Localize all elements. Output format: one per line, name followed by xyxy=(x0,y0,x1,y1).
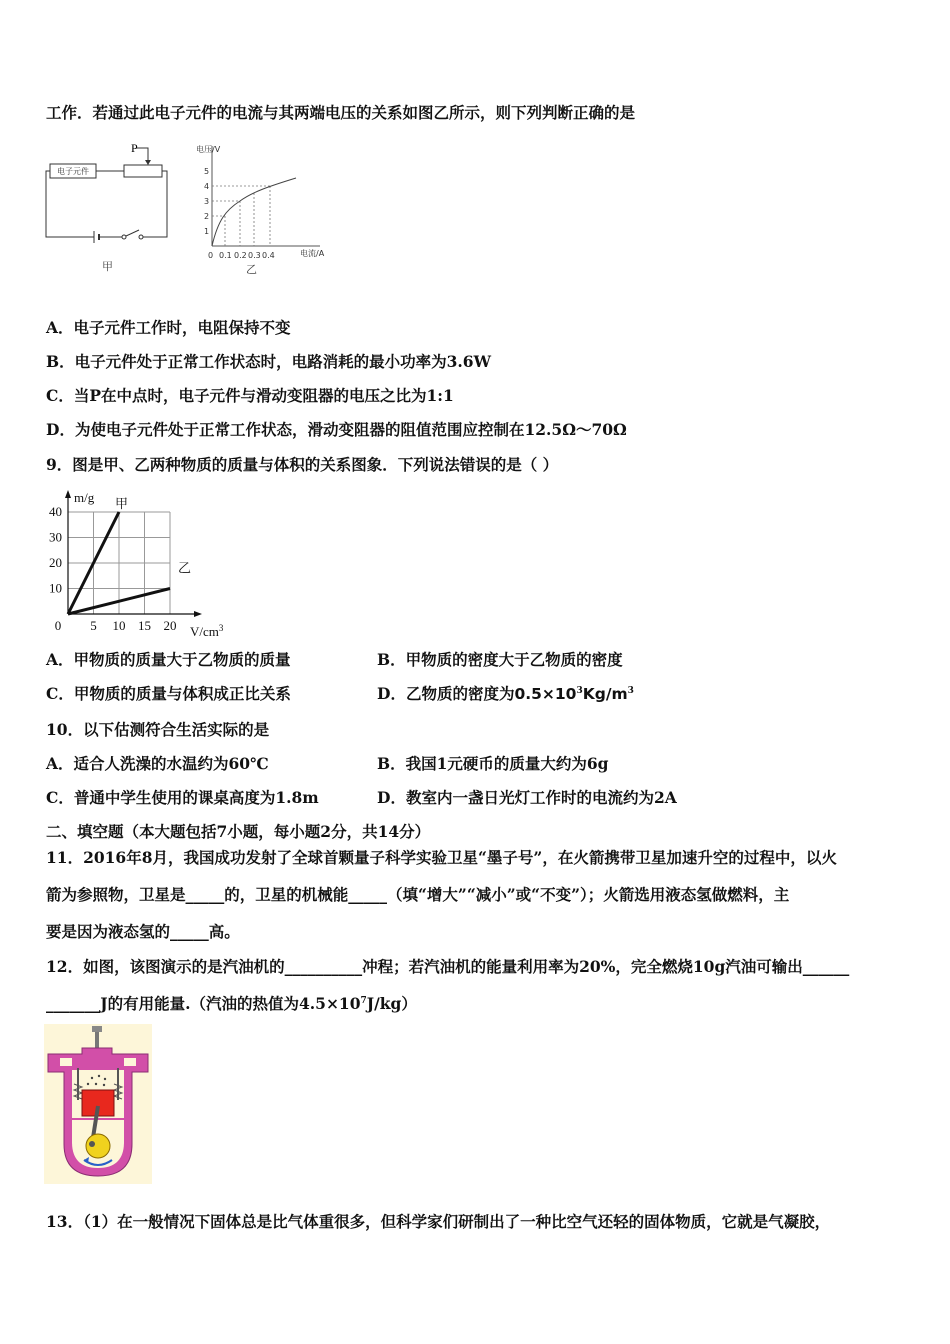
y-tick: 1 xyxy=(204,227,210,236)
x-axis-arrow xyxy=(194,611,202,617)
element-label: 电子元件 xyxy=(57,167,89,176)
q8-intro: 工作．若通过此电子元件的电流与其两端电压的关系如图乙所示，则下列判断正确的是 xyxy=(46,103,636,122)
q11-line-3: 要是因为液态氢的_____高。 xyxy=(46,922,240,941)
spark-plug-cap xyxy=(92,1026,102,1032)
intake-port xyxy=(60,1058,72,1066)
y-tick: 2 xyxy=(204,212,210,221)
y-tick-label: 20 xyxy=(49,555,62,570)
exhaust-port xyxy=(124,1058,136,1066)
circuit-caption: 甲 xyxy=(102,260,113,273)
q9-option-b: B．甲物质的密度大于乙物质的密度 xyxy=(377,650,623,669)
y-label: 电压/V xyxy=(196,145,221,154)
q11-line-2: 箭为参照物，卫星是_____的，卫星的机械能_____（填“增大”“减小”或“不变”）；火箭选用液态氢做燃料，主 xyxy=(46,885,790,904)
ui-graph xyxy=(190,140,340,280)
x-tick: 0 xyxy=(208,251,214,260)
q8-option-a: A．电子元件工作时，电阻保持不变 xyxy=(46,318,291,337)
x-tick: 0.4 xyxy=(262,251,275,260)
q9-d-value: 0.5×10 xyxy=(514,685,577,703)
series-label-yi: 乙 xyxy=(178,560,192,576)
y-axis-label: m/g xyxy=(74,490,95,505)
q9-stem: 9．图是甲、乙两种物质的质量与体积的关系图象．下列说法错误的是（ ） xyxy=(46,455,559,474)
x-tick: 0.3 xyxy=(248,251,261,260)
q13-line-1: 13．（1）在一般情况下固体总是比气体重很多，但科学家们研制出了一种比空气还轻的固体物质，它就是气凝胶， xyxy=(46,1212,831,1231)
y-axis-arrow xyxy=(65,490,71,498)
q9-d-exp: 3 xyxy=(576,685,583,696)
x-ticks xyxy=(208,251,275,260)
q10-option-d: D．教室内一盏日光灯工作时的电流约为2A xyxy=(377,788,677,807)
switch xyxy=(126,230,139,236)
x-tick: 0.2 xyxy=(234,251,247,260)
slider-label: P xyxy=(131,141,138,155)
x-axis-label: $V/cm^3$ xyxy=(190,623,224,639)
q12-line-2 xyxy=(46,994,417,1014)
spark-plug xyxy=(95,1032,99,1050)
x-tick-label: 5 xyxy=(90,618,97,633)
q11-line-1: 11．2016年8月，我国成功发射了全球首颗量子科学实验卫星“墨子号”，在火箭携带卫星加速升空的过程中，以火 xyxy=(46,848,837,867)
q9-d-unit: Kg/m xyxy=(582,685,628,703)
crankshaft xyxy=(86,1134,110,1158)
y-tick: 4 xyxy=(204,182,210,191)
y-tick-label: 30 xyxy=(49,529,62,545)
x-tick-label: 0 xyxy=(54,618,62,633)
section-2-heading: 二、填空题（本大题包括7小题，每小题2分，共14分） xyxy=(46,822,431,841)
y-tick-label: 40 xyxy=(49,504,62,519)
q8-option-c: C．当P在中点时，电子元件与滑动变阻器的电压之比为1:1 xyxy=(46,386,454,405)
q10-option-a: A．适合人洗澡的水温约为60℃ xyxy=(46,754,269,773)
y-tick: 3 xyxy=(204,197,210,206)
graph-caption: 乙 xyxy=(246,263,257,276)
y-ticks xyxy=(204,167,209,236)
series-label-jia: 甲 xyxy=(115,496,129,511)
x-tick-label: 20 xyxy=(163,618,177,633)
q8-option-d: D．为使电子元件处于正常工作状态，滑动变阻器的阻值范围应控制在12.5Ω～70Ω xyxy=(46,420,627,439)
q10-option-b: B．我国1元硬币的质量大约为6g xyxy=(377,754,609,773)
y-tick: 5 xyxy=(204,167,210,176)
q12-exponent: 7 xyxy=(360,995,367,1006)
x-tick: 0.1 xyxy=(219,251,232,260)
x-label: 电流/A xyxy=(300,249,325,258)
q9-option-d xyxy=(377,684,634,704)
x-tick-label: 10 xyxy=(112,618,126,633)
engine-diagram xyxy=(44,1024,152,1184)
q9-option-c: C．甲物质的质量与体积成正比关系 xyxy=(46,684,291,703)
rheostat xyxy=(124,165,162,177)
q9-d-unit-exp: 3 xyxy=(627,685,634,696)
guide-lines xyxy=(212,186,270,246)
circuit-diagram xyxy=(40,140,180,280)
q9-option-a: A．甲物质的质量大于乙物质的质量 xyxy=(46,650,291,669)
q10-option-c: C．普通中学生使用的课桌高度为1.8m xyxy=(46,788,319,807)
q12-line-1: 12．如图，该图演示的是汽油机的__________冲程；若汽油机的能量利用率为20%，完全燃烧10g汽油可输出______ xyxy=(46,957,850,976)
q9-d-prefix: D．乙物质的密度为 xyxy=(377,684,515,703)
q8-option-b: B．电子元件处于正常工作状态时，电路消耗的最小功率为3.6W xyxy=(46,352,491,371)
q12-line-2-text: _______J的有用能量.（汽油的热值为4.5×10 xyxy=(46,994,361,1013)
q12-line-2-unit: J/kg） xyxy=(366,994,417,1013)
y-tick-label: 10 xyxy=(49,580,62,596)
x-tick-label: 15 xyxy=(138,618,151,633)
ui-curve xyxy=(212,178,296,246)
q10-stem: 10．以下估测符合生活实际的是 xyxy=(46,720,270,739)
mass-volume-chart xyxy=(40,486,250,641)
